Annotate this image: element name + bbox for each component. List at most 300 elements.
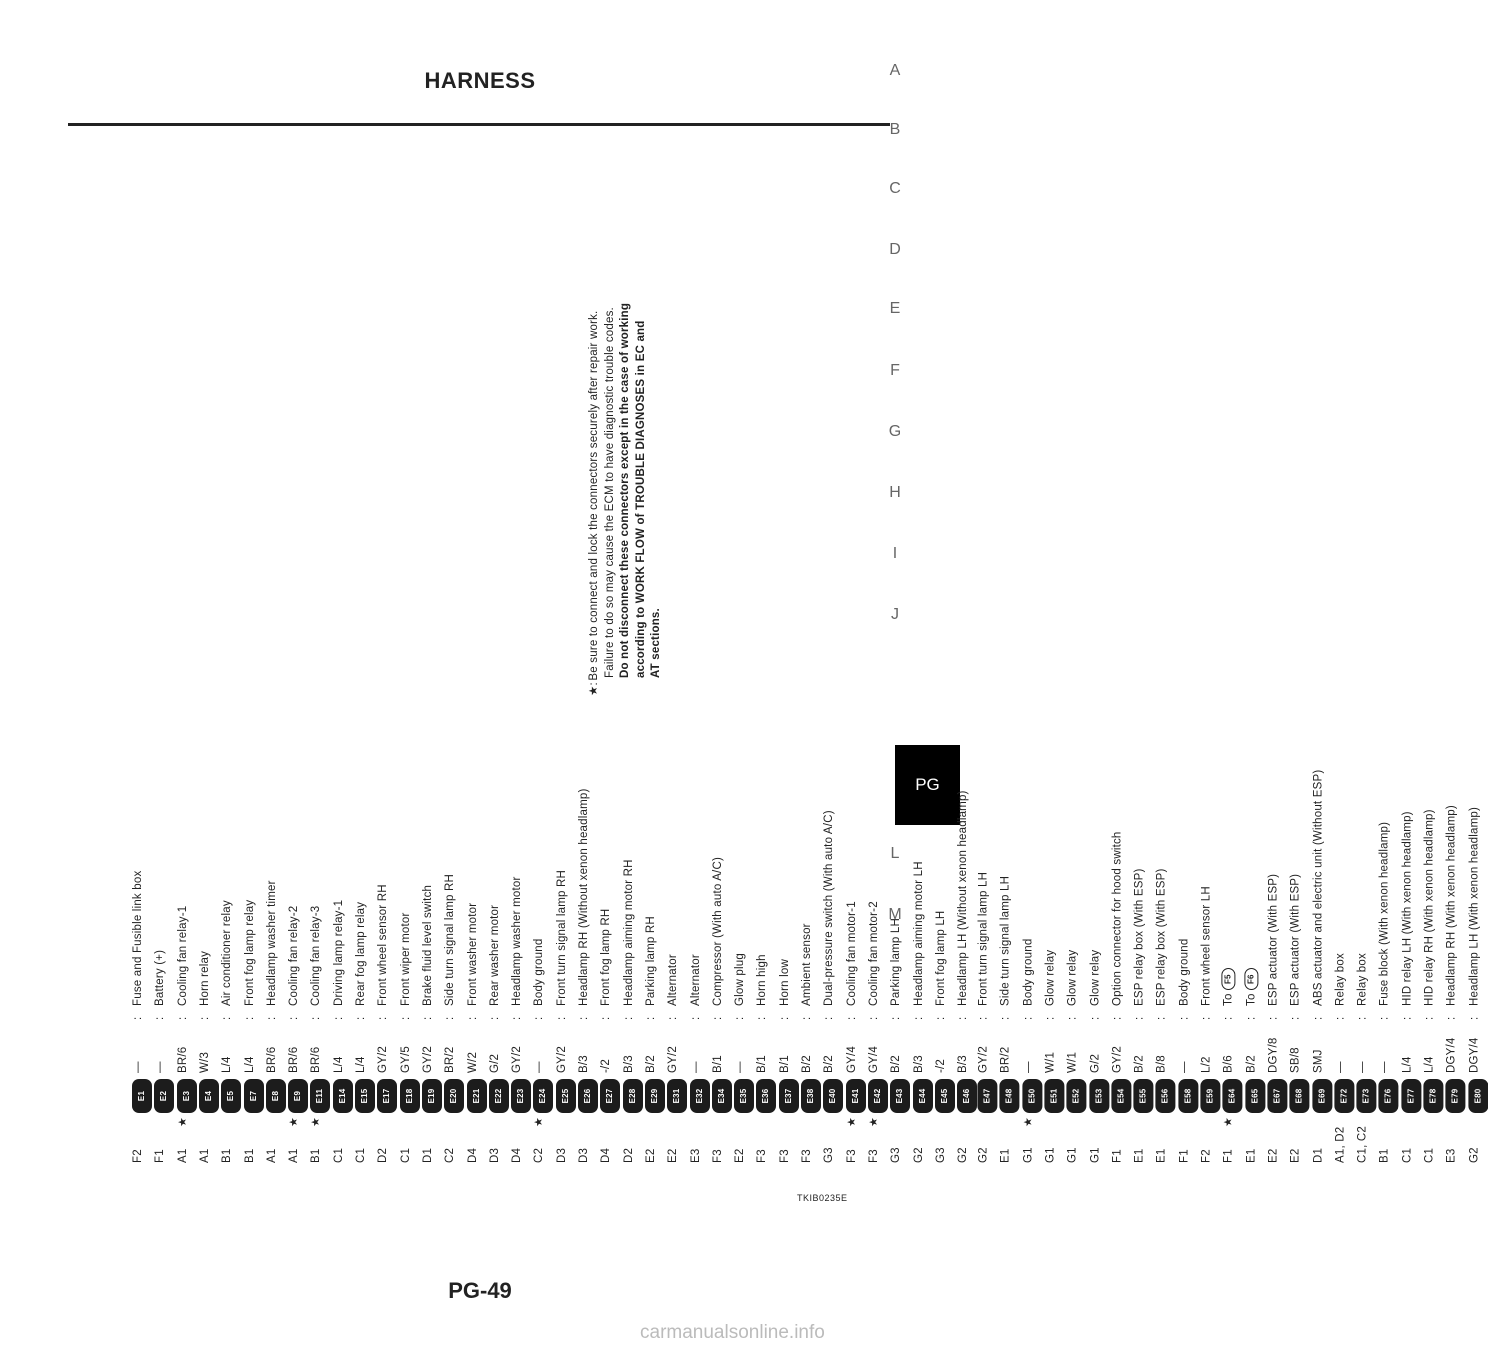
description-text: ESP actuator (With ESP)	[1267, 873, 1280, 1006]
description-text: To	[1244, 993, 1257, 1006]
grid-position: D2	[377, 1147, 390, 1163]
star-icon: ★	[845, 1116, 858, 1128]
wire-color: W/2	[466, 1051, 479, 1073]
separator: :	[198, 1016, 211, 1020]
wire-color: BR/2	[999, 1046, 1012, 1073]
connector-pill-icon: E42	[868, 1079, 888, 1113]
section-letter-c[interactable]: C	[889, 180, 901, 197]
description-text: Front fog lamp LH	[934, 910, 947, 1006]
description-text: Rear washer motor	[488, 904, 501, 1006]
connector-pill-icon: E5	[221, 1079, 241, 1113]
separator: :	[711, 1016, 724, 1020]
connector-pill-icon: E22	[489, 1079, 509, 1113]
grid-position: D2	[622, 1147, 635, 1163]
grid-position: G2	[1467, 1147, 1480, 1163]
connector-pill-icon: E55	[1133, 1079, 1153, 1113]
separator: :	[689, 1016, 702, 1020]
description-text: Front wheel sensor RH	[377, 884, 390, 1006]
section-letter-b[interactable]: B	[889, 121, 901, 138]
wire-color: —	[1334, 1061, 1347, 1073]
description-text: Headlamp LH (Without xenon headlamp)	[957, 790, 970, 1006]
section-letter-f[interactable]: F	[890, 362, 900, 379]
grid-position: B1	[243, 1148, 256, 1163]
grid-position: F1	[1222, 1149, 1235, 1163]
connector-pill-icon: E37	[779, 1079, 799, 1113]
connector-pill-icon: E56	[1156, 1079, 1176, 1113]
description-text: Headlamp LH (With xenon headlamp)	[1467, 806, 1480, 1006]
connector-pill-icon: E44	[913, 1079, 933, 1113]
wire-color: B/2	[1244, 1055, 1257, 1073]
note-line-3: Do not disconnect these connectors except in the case of working	[619, 302, 631, 678]
separator: :	[1445, 1016, 1458, 1020]
grid-position: F2	[132, 1149, 144, 1163]
connector-description	[463, 903, 483, 1006]
connector-description	[552, 870, 572, 1006]
grid-position: B1	[221, 1148, 234, 1163]
description-text: Front turn signal lamp LH	[977, 871, 990, 1006]
separator: :	[288, 1016, 301, 1020]
connector-description	[1085, 950, 1105, 1006]
wire-color: B/6	[1222, 1055, 1235, 1073]
connector-pill-icon: E26	[578, 1079, 598, 1113]
connector-description	[596, 909, 616, 1006]
separator: :	[421, 1016, 434, 1020]
connector-ref-icon: F5	[1222, 968, 1236, 990]
connector-pill-icon: E2	[154, 1079, 174, 1113]
description-text: To	[1222, 993, 1235, 1006]
separator: :	[1066, 1016, 1079, 1020]
separator: :	[1133, 1016, 1146, 1020]
connector-pill-icon: E67	[1267, 1079, 1287, 1113]
description-text: Alternator	[689, 954, 702, 1006]
description-text: Glow relay	[1066, 949, 1079, 1006]
separator: :	[778, 1016, 791, 1020]
separator: :	[867, 1016, 880, 1020]
connector-description	[1129, 868, 1149, 1006]
grid-position: F3	[778, 1149, 791, 1163]
description-text: Parking lamp RH	[644, 916, 657, 1006]
connector-description	[396, 912, 416, 1006]
connector-pill-icon: E78	[1423, 1079, 1443, 1113]
connector-pill-icon: E19	[422, 1079, 442, 1113]
description-text: Relay box	[1334, 953, 1347, 1006]
separator: :	[265, 1016, 278, 1020]
description-text: Headlamp aiming motor LH	[912, 861, 925, 1006]
connector-pill-icon: E18	[400, 1079, 420, 1113]
connector-description	[150, 950, 170, 1006]
separator: :	[1267, 1016, 1280, 1020]
wire-color: B/3	[957, 1055, 970, 1073]
connector-pill-icon: E11	[310, 1079, 330, 1113]
separator: :	[1178, 1016, 1191, 1020]
grid-position: A1	[265, 1148, 278, 1163]
description-text: Fuse and Fusible link box	[132, 870, 144, 1006]
connector-description	[775, 959, 795, 1006]
connector-pill-icon: E35	[734, 1079, 754, 1113]
wire-color: GY/2	[421, 1045, 434, 1073]
wire-color: —	[689, 1061, 702, 1073]
wire-color: —	[1178, 1061, 1191, 1073]
connector-description	[797, 923, 817, 1006]
connector-description	[1397, 811, 1417, 1006]
separator: :	[176, 1016, 189, 1020]
wire-color: —	[1378, 1061, 1391, 1073]
wire-color: —	[734, 1061, 747, 1073]
connector-pill-icon: E25	[556, 1079, 576, 1113]
description-text: Glow plug	[734, 953, 747, 1006]
separator: :	[934, 1016, 947, 1020]
connector-description	[128, 871, 148, 1006]
connector-description	[373, 884, 393, 1006]
description-text: Fuse block (With xenon headlamp)	[1378, 821, 1391, 1006]
separator: :	[533, 1016, 546, 1020]
description-text: Front fog lamp relay	[243, 899, 256, 1006]
grid-position: E2	[734, 1148, 747, 1163]
connector-description	[1018, 939, 1038, 1006]
grid-position: F3	[756, 1149, 769, 1163]
wire-color: GY/4	[845, 1045, 858, 1073]
connector-description	[842, 901, 862, 1006]
wire-color: W/1	[1044, 1051, 1057, 1073]
description-text: Side turn signal lamp LH	[999, 875, 1012, 1006]
connector-pill-icon: E27	[600, 1079, 620, 1113]
grid-position: A1	[288, 1148, 301, 1163]
separator: :	[332, 1016, 345, 1020]
description-text: Ambient sensor	[801, 923, 813, 1006]
connector-pill-icon: E21	[467, 1079, 487, 1113]
section-letter-i[interactable]: I	[892, 545, 898, 562]
description-text: Parking lamp LH	[890, 917, 903, 1006]
description-text: ESP relay box (With ESP)	[1133, 868, 1146, 1006]
grid-position: C1	[332, 1147, 345, 1163]
description-text: Brake fluid level switch	[421, 884, 434, 1006]
separator: :	[977, 1016, 990, 1020]
connector-pill-icon: E40	[823, 1079, 843, 1113]
grid-position: F3	[867, 1149, 880, 1163]
connector-description	[485, 905, 505, 1006]
connector-description	[574, 789, 594, 1007]
separator: :	[622, 1016, 635, 1020]
connector-description	[351, 902, 371, 1006]
separator: :	[1088, 1016, 1101, 1020]
wire-color: L/4	[221, 1056, 234, 1073]
wire-color: BR/6	[176, 1046, 189, 1073]
note-line-1: Be sure to connect and lock the connectors securely after repair work.	[588, 310, 600, 681]
separator: :	[154, 1016, 167, 1020]
connector-description	[1152, 868, 1172, 1006]
section-letter-a[interactable]: A	[889, 62, 901, 79]
connector-pill-icon: E8	[266, 1079, 286, 1113]
wire-color: GY/4	[867, 1045, 880, 1073]
connector-description	[1063, 950, 1083, 1006]
star-icon: ★	[533, 1116, 546, 1128]
description-text: Cooling fan relay-2	[288, 905, 301, 1006]
description-text: HID relay RH (With xenon headlamp)	[1423, 809, 1436, 1006]
connector-pill-icon: E38	[801, 1079, 821, 1113]
connector-pill-icon: E34	[712, 1079, 732, 1113]
connector-pill-icon: E4	[199, 1079, 219, 1113]
star-icon: ★	[1222, 1116, 1235, 1128]
connector-description	[1352, 953, 1372, 1006]
section-letter-l[interactable]: L	[890, 845, 900, 862]
description-text: Rear fog lamp relay	[355, 901, 367, 1006]
connector-description	[1464, 807, 1484, 1006]
wire-color: GY/5	[399, 1045, 412, 1073]
connector-description	[1040, 950, 1060, 1006]
grid-position: C1	[1423, 1147, 1436, 1163]
connector-description	[1286, 874, 1306, 1006]
connector-pill-icon: E79	[1446, 1079, 1466, 1113]
connector-pill-icon: E32	[690, 1079, 710, 1113]
section-letter-h[interactable]: H	[889, 484, 901, 501]
wire-color: L/4	[243, 1056, 256, 1073]
separator: :	[355, 1016, 367, 1020]
connector-description	[864, 901, 884, 1006]
description-text: Body ground	[1178, 938, 1191, 1006]
separator: :	[1222, 1016, 1235, 1020]
wire-color: L/2	[1200, 1056, 1213, 1073]
star-icon: ★	[310, 1116, 323, 1128]
description-text: Glow relay	[1088, 949, 1101, 1006]
wire-color: L/4	[332, 1056, 345, 1073]
connector-pill-icon: E73	[1356, 1079, 1376, 1113]
separator: :	[999, 1016, 1012, 1020]
description-text: Driving lamp relay-1	[332, 899, 345, 1006]
connector-pill-icon: E31	[667, 1079, 687, 1113]
connector-note	[587, 136, 665, 696]
separator: :	[734, 1016, 747, 1020]
description-text: Dual-pressure switch (With auto A/C)	[823, 810, 836, 1006]
connector-pill-icon: E65	[1245, 1079, 1265, 1113]
grid-position: C1	[1401, 1147, 1414, 1163]
separator: :	[1423, 1016, 1436, 1020]
grid-position: F3	[845, 1149, 858, 1163]
section-letter-pg[interactable]: PG	[895, 745, 960, 825]
wire-color: GY/2	[977, 1045, 990, 1073]
connector-description	[708, 857, 728, 1006]
connector-ref-icon: F6	[1244, 968, 1258, 990]
grid-position: E2	[667, 1148, 680, 1163]
connector-pill-icon: E1	[132, 1079, 152, 1113]
separator: :	[1356, 1016, 1369, 1020]
grid-position: E1	[999, 1148, 1012, 1163]
separator: :	[1244, 1016, 1257, 1020]
connector-pill-icon: E48	[1000, 1079, 1020, 1113]
grid-position: E2	[1267, 1148, 1280, 1163]
connector-description	[886, 918, 906, 1006]
grid-position: F1	[1111, 1149, 1124, 1163]
description-text: Headlamp washer motor	[511, 876, 524, 1006]
grid-position: E1	[1155, 1148, 1168, 1163]
grid-position: E3	[1445, 1148, 1458, 1163]
section-letter-m[interactable]: M	[888, 906, 902, 923]
connector-description	[686, 954, 706, 1006]
connector-description	[1263, 874, 1283, 1006]
connector-description	[1375, 822, 1395, 1006]
connector-description	[1107, 831, 1127, 1006]
wire-color: BR/2	[444, 1046, 457, 1073]
connector-description	[973, 872, 993, 1006]
connector-description	[663, 954, 683, 1006]
connector-pill-icon: E69	[1312, 1079, 1332, 1113]
connector-description	[507, 877, 527, 1006]
section-letter-e[interactable]: E	[889, 300, 901, 317]
wire-color: —	[533, 1061, 546, 1073]
grid-position: E2	[1289, 1148, 1302, 1163]
wire-color: B/2	[823, 1055, 836, 1073]
wire-color: -/2	[600, 1058, 613, 1073]
wire-color: GY/2	[377, 1045, 390, 1073]
connector-pill-icon: E54	[1111, 1079, 1131, 1113]
grid-position: G3	[823, 1147, 836, 1163]
wire-color: GY/2	[667, 1045, 680, 1073]
connector-pill-icon: E29	[645, 1079, 665, 1113]
separator: :	[377, 1016, 390, 1020]
separator: :	[578, 1016, 590, 1020]
description-text: Cooling fan motor-2	[867, 901, 880, 1006]
grid-position: G1	[1021, 1147, 1034, 1163]
connector-description	[418, 885, 438, 1006]
wire-color: —	[1356, 1061, 1369, 1073]
description-text: Body ground	[1021, 938, 1034, 1006]
connector-pill-icon: E9	[288, 1079, 308, 1113]
description-text: Cooling fan motor-1	[845, 901, 858, 1006]
wire-color: B/3	[578, 1055, 590, 1073]
grid-position: A1	[176, 1148, 189, 1163]
connector-pill-icon: E64	[1223, 1079, 1243, 1113]
grid-position: E1	[1244, 1148, 1257, 1163]
separator: :	[801, 1016, 813, 1020]
separator: :	[600, 1016, 613, 1020]
connector-description	[1196, 886, 1216, 1006]
section-letter-d[interactable]: D	[889, 241, 901, 258]
description-text: Headlamp RH (With xenon headlamp)	[1445, 805, 1458, 1006]
description-text: Option connector for hood switch	[1111, 831, 1124, 1006]
watermark: carmanualsonline.info	[640, 1322, 825, 1343]
connector-description	[909, 861, 929, 1006]
page-title: HARNESS	[424, 68, 536, 93]
connector-description	[752, 954, 772, 1006]
connector-description	[619, 859, 639, 1006]
connector-description	[440, 874, 460, 1006]
grid-position: A1, D2	[1334, 1126, 1347, 1163]
separator: :	[756, 1016, 769, 1020]
wire-color: L/4	[1401, 1056, 1414, 1073]
wire-color: DGY/4	[1445, 1037, 1458, 1073]
connector-pill-icon: E50	[1022, 1079, 1042, 1113]
grid-position: E3	[689, 1148, 702, 1163]
wire-color: B/2	[801, 1055, 813, 1073]
grid-position: D4	[511, 1147, 524, 1163]
wire-color: B/2	[1133, 1055, 1146, 1073]
description-text: Headlamp aiming motor RH	[622, 859, 635, 1006]
description-text: HID relay LH (With xenon headlamp)	[1401, 811, 1414, 1006]
connector-description	[217, 900, 237, 1006]
description-text: Headlamp RH (Without xenon headlamp)	[578, 788, 590, 1006]
grid-position: G2	[912, 1147, 925, 1163]
connector-description	[730, 953, 750, 1006]
wire-color: GY/2	[555, 1045, 568, 1073]
connector-pill-icon: E53	[1089, 1079, 1109, 1113]
grid-position: D1	[1311, 1147, 1324, 1163]
connector-pill-icon: E3	[177, 1079, 197, 1113]
separator: :	[511, 1016, 524, 1020]
connector-description	[819, 810, 839, 1006]
separator: :	[399, 1016, 412, 1020]
connector-description	[173, 906, 193, 1006]
connector-pill-icon: E24	[533, 1079, 553, 1113]
connector-pill-icon: E43	[890, 1079, 910, 1113]
wire-color: L/4	[355, 1056, 367, 1073]
description-text: Horn relay	[198, 950, 211, 1006]
grid-position: E2	[644, 1148, 657, 1163]
star-icon: ★	[288, 1116, 301, 1128]
header-divider	[68, 123, 890, 126]
grid-position: G1	[1066, 1147, 1079, 1163]
separator: :	[1111, 1016, 1124, 1020]
connector-pill-icon: E28	[623, 1079, 643, 1113]
connector-pill-icon: E46	[957, 1079, 977, 1113]
wire-color: BR/6	[310, 1046, 323, 1073]
connector-pill-icon: E20	[444, 1079, 464, 1113]
separator: :	[890, 1016, 903, 1020]
wire-color: SMJ	[1311, 1049, 1324, 1073]
star-icon: ★	[176, 1116, 189, 1128]
description-text: ESP actuator (With ESP)	[1289, 873, 1302, 1006]
connector-description	[1308, 770, 1328, 1006]
grid-position: C1	[399, 1147, 412, 1163]
grid-position: F2	[1200, 1149, 1213, 1163]
description-text: Side turn signal lamp RH	[444, 874, 457, 1006]
grid-position: C2	[533, 1147, 546, 1163]
connector-description	[1330, 953, 1350, 1006]
description-text: Headlamp washer timer	[265, 880, 278, 1006]
grid-position: G3	[934, 1147, 947, 1163]
wire-color: G/2	[1088, 1053, 1101, 1073]
separator: :	[957, 1016, 970, 1020]
separator: :	[221, 1016, 234, 1020]
connector-description	[284, 906, 304, 1006]
grid-position: D4	[466, 1147, 479, 1163]
separator: :	[1200, 1016, 1213, 1020]
separator: :	[1378, 1016, 1391, 1020]
star-icon: ★:	[588, 682, 600, 696]
description-text: Compressor (With auto A/C)	[711, 857, 724, 1006]
connector-description	[1219, 968, 1239, 1006]
connector-pill-icon: E41	[846, 1079, 866, 1113]
connector-description	[931, 911, 951, 1006]
separator: :	[444, 1016, 457, 1020]
description-text: ABS actuator and electric unit (Without ESP)	[1311, 769, 1324, 1006]
description-text: Front fog lamp RH	[600, 908, 613, 1006]
separator: :	[132, 1016, 144, 1020]
grid-position: F3	[711, 1149, 724, 1163]
wire-color: L/4	[1423, 1056, 1436, 1073]
star-icon: ★	[1021, 1116, 1034, 1128]
separator: :	[1021, 1016, 1034, 1020]
connector-pill-icon: E59	[1200, 1079, 1220, 1113]
section-letter-j[interactable]: J	[891, 606, 899, 623]
star-icon: ★	[867, 1116, 880, 1128]
section-letter-g[interactable]: G	[888, 423, 902, 440]
wire-color: B/1	[778, 1055, 791, 1073]
connector-pill-icon: E47	[977, 1079, 997, 1113]
connector-description	[1442, 805, 1462, 1006]
grid-position: G3	[890, 1147, 903, 1163]
connector-pill-icon: E45	[935, 1079, 955, 1113]
separator: :	[667, 1016, 680, 1020]
wire-color: W/3	[198, 1051, 211, 1073]
